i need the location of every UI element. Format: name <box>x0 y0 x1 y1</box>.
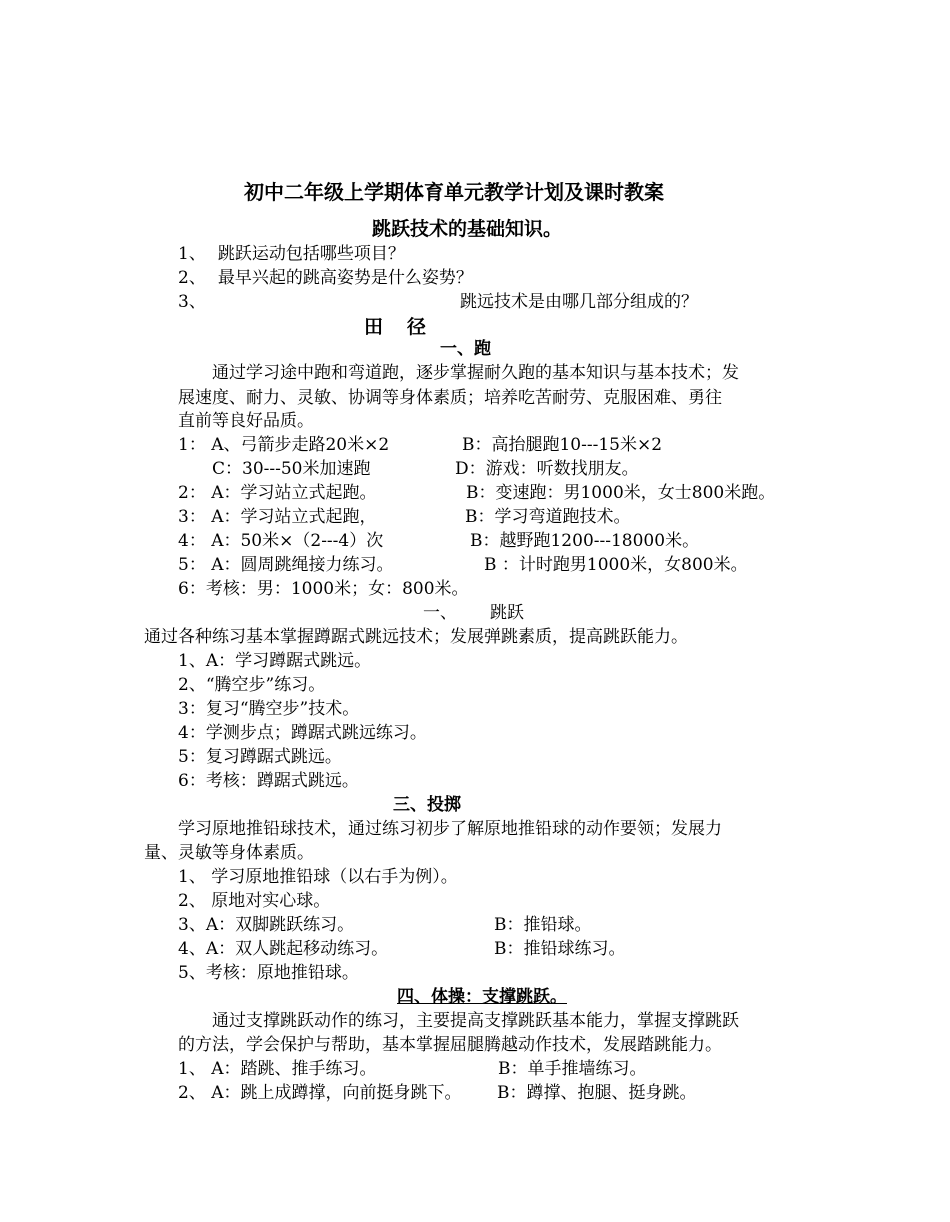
paragraph-line: 量、灵敏等身体素质。 <box>144 843 314 863</box>
list-item: B：学习弯道跑技术。 <box>465 507 631 527</box>
list-item: 1： A、弓箭步走路20米×2 <box>178 435 390 455</box>
list-item: B：单手推墙练习。 <box>498 1059 647 1079</box>
paragraph-line: 通过支撑跳跃动作的练习，主要提高支撑跳跃基本能力，掌握支撑跳跃 <box>212 1011 739 1031</box>
list-item: 3、A：双脚跳跃练习。 <box>178 915 355 935</box>
question-number: 1、 <box>178 244 206 264</box>
list-item: 2、 A：跳上成蹲撑，向前挺身跳下。 <box>178 1083 462 1103</box>
list-item: 3： A：学习站立式起跑， <box>178 507 377 527</box>
paragraph-line: 通过学习途中跑和弯道跑，逐步掌握耐久跑的基本知识与基本技术；发 <box>212 363 739 383</box>
list-item: B：蹲撑、抱腿、挺身跳。 <box>497 1083 697 1103</box>
paragraph-line: 的方法，学会保护与帮助，基本掌握屈腿腾越动作技术，发展踏跳能力。 <box>178 1035 722 1055</box>
list-item: C：30---50米加速跑 <box>212 459 371 479</box>
list-item: 3：复习“腾空步”技术。 <box>178 699 360 719</box>
question-text: 最早兴起的跳高姿势是什么姿势？ <box>217 268 473 288</box>
list-item: 2、“腾空步”练习。 <box>178 675 326 695</box>
list-item: B：推铅球练习。 <box>494 939 626 959</box>
list-item: 6：考核：蹲踞式跳远。 <box>178 771 359 791</box>
list-item: B：高抬腿跑10---15米×2 <box>462 435 663 455</box>
document-title: 初中二年级上学期体育单元教学计划及课时教案 <box>244 180 664 204</box>
list-item: B：越野跑1200---18000米。 <box>470 531 700 551</box>
list-item <box>178 243 405 265</box>
track-field-heading: 田径 <box>364 316 451 338</box>
list-item: 2、 原地对实心球。 <box>178 891 331 911</box>
question-text: 跳远技术是由哪几部分组成的？ <box>460 292 698 312</box>
list-item: 4： A：50米×（2---4）次 <box>178 531 384 551</box>
jumping-heading: 跳跃 <box>490 603 524 623</box>
list-item: B：变速跑：男1000米，女士800米跑。 <box>466 483 776 503</box>
paragraph-line: 通过各种练习基本掌握蹲踞式跳远技术；发展弹跳素质，提高跳跃能力。 <box>144 627 688 647</box>
throwing-heading: 三、投掷 <box>393 795 461 815</box>
list-item: 5、考核：原地推铅球。 <box>178 963 359 983</box>
list-item: 2： A：学习站立式起跑。 <box>178 483 377 503</box>
list-item: 5： A：圆周跳绳接力练习。 <box>178 555 394 575</box>
list-item: D：游戏：听数找朋友。 <box>455 459 639 479</box>
running-heading: 一、跑 <box>440 339 491 359</box>
list-item: 4、A：双人跳起移动练习。 <box>178 939 389 959</box>
list-item: 5：复习蹲踞式跳远。 <box>178 747 342 767</box>
paragraph-line: 直前等良好品质。 <box>178 411 314 431</box>
list-item <box>178 267 473 289</box>
paragraph-line: 展速度、耐力、灵敏、协调等身体素质；培养吃苦耐劳、克服困难、勇往 <box>178 388 722 408</box>
jumping-heading-number: 一、 <box>423 603 457 623</box>
question-text: 跳跃运动包括哪些项目？ <box>217 244 405 264</box>
gymnastics-heading: 四、体操：支撑跳跃。 <box>397 987 567 1007</box>
question-number: 2、 <box>178 268 206 288</box>
question-number: 3、 <box>178 292 206 312</box>
section-subtitle: 跳跃技术的基础知识。 <box>372 218 563 240</box>
list-item: 6：考核：男：1000米；女：800米。 <box>178 579 469 599</box>
list-item: B ：计时跑男1000米，女800米。 <box>484 555 748 575</box>
paragraph-line: 学习原地推铅球技术，通过练习初步了解原地推铅球的动作要领；发展力 <box>178 819 722 839</box>
list-item: 1、A：学习蹲踞式跳远。 <box>178 651 372 671</box>
list-item: 4：学测步点；蹲踞式跳远练习。 <box>178 723 427 743</box>
list-item: 1、 A：踏跳、推手练习。 <box>178 1059 377 1079</box>
list-item: 1、 学习原地推铅球（以右手为例）。 <box>178 867 458 887</box>
list-item: B：推铅球。 <box>494 915 592 935</box>
list-item <box>178 291 206 313</box>
